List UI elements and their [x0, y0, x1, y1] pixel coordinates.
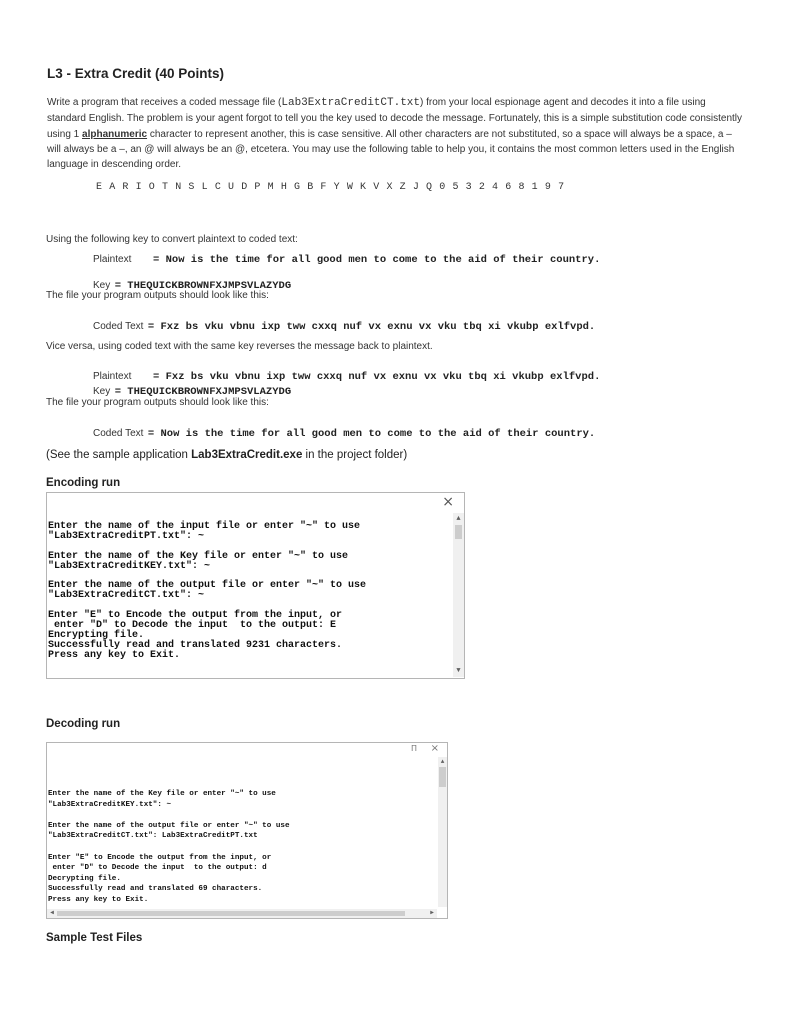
plaintext-label: Plaintext [93, 254, 132, 265]
encoding-heading: Encoding run [46, 477, 121, 489]
decoding-console-output: Enter the name of the Key file or enter "~" to use "Lab3ExtraCreditKEY.txt": ~ Enter the name of the output file or enter "~" to use "Lab3ExtraCreditCT.txt": Lab3ExtraCreditPT.txt Enter "E" to Encode the output from the input, or enter "D" to Decode the input to the output: d Decrypting file. Successfully read and translated 69 characters. Press any key to Exit. [48, 790, 290, 904]
coded-value: = Now is the time for all good men to come to the aid of their country. [147, 428, 596, 440]
example1-outputs: The file your program outputs should look like this: [46, 290, 269, 301]
sample-files-heading: Sample Test Files [46, 932, 143, 944]
encoding-console-output: Enter the name of the input file or enter "~" to use "Lab3ExtraCreditPT.txt": ~ Enter the name of the Key file or enter "~" to use "Lab3ExtraCreditKEY.txt": ~ Enter the name of the output file or enter "~" to use "Lab3ExtraCreditCT.txt": ~ Enter "E" to Encode the output from the input, or enter "D" to Decode the input to the output: E Encrypting file. Successfully read and translated 9231 characters. Press any key to Exit. [48, 521, 367, 661]
see-text-1: (See the sample application [46, 449, 192, 461]
close-icon[interactable]: × [442, 494, 454, 510]
plaintext-value: = Fxz bs vku vbnu ixp tww cxxq nuf vx exnu vx vku tbq xi vkubp exlfvpd. [153, 371, 601, 383]
example1-coded-row [93, 316, 595, 334]
example1-plaintext-row [93, 249, 600, 267]
key-value: = THEQUICKBROWNFXJMPSVLAZYDG [114, 386, 292, 398]
alphanumeric-link[interactable]: alphanumeric [82, 128, 148, 140]
intro-paragraph [47, 95, 747, 172]
intro-text-1: Write a program that receives a coded message file ( [47, 97, 282, 108]
horizontal-scrollbar[interactable] [47, 909, 437, 918]
scroll-thumb[interactable] [439, 767, 446, 787]
key-value: = THEQUICKBROWNFXJMPSVLAZYDG [114, 280, 292, 292]
example2-intro: Vice versa, using coded text with the same key reverses the message back to plaintext. [46, 341, 433, 352]
key-label: Key [93, 386, 111, 397]
scroll-up-icon[interactable]: ▲ [456, 515, 461, 523]
decoding-heading: Decoding run [46, 718, 121, 730]
frequency-table: E A R I O T N S L C U D P M H G B F Y W K V X Z J Q 0 5 3 2 4 6 8 1 9 7 [96, 182, 565, 193]
intro-text-2: ) from your local espionage agent and decodes it into a file using standard English. The problem is your agent forgot to tell you the key used to decode the message. Fortunately, this is a simple substitution code consistently using 1 [47, 97, 743, 140]
example2-coded-row [93, 423, 595, 441]
scroll-thumb[interactable] [455, 525, 462, 539]
encoding-console-window [46, 492, 465, 679]
coded-value: = Fxz bs vku vbnu ixp tww cxxq nuf vx exnu vx vku tbq xi vkubp exlfvpd. [147, 321, 596, 333]
coded-label: Coded Text [93, 321, 144, 332]
sample-app-note [46, 449, 407, 461]
scroll-right-icon[interactable]: ▶ [430, 909, 434, 916]
intro-filename: Lab3ExtraCreditCT.txt [281, 97, 420, 109]
key-label: Key [93, 280, 111, 291]
see-text-2: in the project folder) [302, 449, 408, 461]
vertical-scrollbar[interactable] [438, 757, 447, 907]
vertical-scrollbar[interactable] [453, 513, 464, 677]
scroll-up-icon[interactable]: ▲ [440, 758, 445, 765]
example2-outputs: The file your program outputs should look like this: [46, 397, 269, 408]
close-icon[interactable]: × [430, 743, 439, 754]
coded-label: Coded Text [93, 428, 144, 439]
plaintext-label: Plaintext [93, 371, 132, 382]
example1-intro: Using the following key to convert plaintext to coded text: [46, 234, 298, 245]
scroll-down-icon[interactable]: ▼ [456, 667, 461, 675]
scroll-thumb-horizontal[interactable] [57, 911, 405, 916]
sample-app-name: Lab3ExtraCredit.exe [191, 449, 303, 461]
page-title: L3 - Extra Credit (40 Points) [47, 66, 225, 81]
intro-text-3: character to represent another, this is case sensitive. All other characters are not substituted, so a space will always be a space, a – will always be a –, an @ will always be an @, etcetera. You may use the following table to help you, it contains the most common letters used in the English language in descending order. [47, 128, 735, 171]
scroll-left-icon[interactable]: ◀ [50, 909, 54, 916]
decoding-console-window [46, 742, 448, 919]
minimize-icon[interactable]: Π [410, 744, 417, 753]
plaintext-value: = Now is the time for all good men to come to the aid of their country. [153, 254, 601, 266]
